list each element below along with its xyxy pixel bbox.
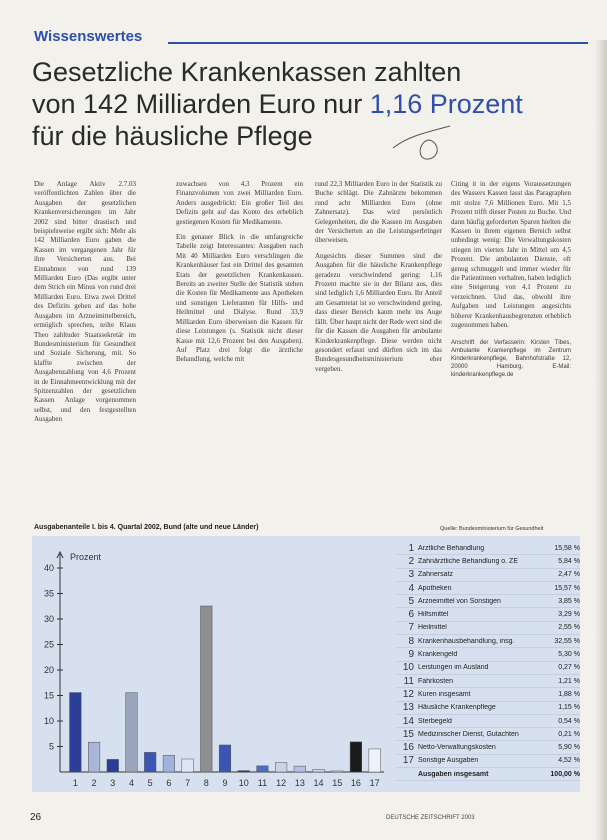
bar-10 (238, 771, 250, 772)
legend-number: 8 (408, 635, 414, 647)
page-edge-shadow (595, 40, 607, 840)
legend-row (396, 741, 580, 754)
legend-row (396, 595, 580, 608)
legend-value: 15,58 % (554, 544, 580, 552)
legend-total-value: 100,00 % (550, 770, 580, 778)
bar-1 (70, 693, 82, 772)
bar-15 (331, 771, 343, 772)
paragraph: Ein genauer Blick in die umfangreiche Tabelle zeigt Interessantes: Ausgaben nach Mit 40 Milliarden Euro verschlingen die Krankenhäuser fast ein Drittel des gesamten Etats der gesetzlichen Krankenkassen. Bereits an zweiter Stelle der Statistik stehen die Kosten für Medikamente aus Apotheken und sonstigen Lieferanten für Hilfs- und Heilmittel und Dialyse. Rund 33,9 Milliarden Euro überweisen die Kassen für diese Leistungen (s. Statistik nicht dieser Kasse mit 12,6 Prozent bei den Ausgaben). Auf Platz drei folgt die ärztliche Behandlung, welche mit (176, 233, 303, 364)
legend-value: 3,29 % (558, 611, 580, 619)
x-tick-label: 11 (257, 778, 268, 788)
x-tick-label: 6 (166, 778, 172, 788)
legend-value: 2,55 % (558, 624, 580, 632)
legend-label: Ärztliche Behandlung (418, 544, 485, 552)
y-tick-label: 25 (43, 639, 54, 650)
legend-label: Krankengeld (418, 651, 458, 659)
legend-row (396, 622, 580, 635)
legend-label: Netto-Verwaltungskosten (418, 744, 496, 752)
paragraph: Die Anlage Aktiv 2.7.03 veröffentlichten Zahlen über die Ausgaben der gesetzlichen Krankenversicherungen im Jahr 2002 sind bitter drastisch und beispielsweise ergibt sich: Mehr als 142 Milliarden Euro gaben die Kassen im vergangenen Jahr für ihre Versicherten aus. Bei Einnahmen von rund 139 Milliarden Euro (Das ergibt unter dem Strich ein Minus von rund drei Milliarden Euro. Etwa zwei Drittel des Defizits gehen auf das hohe Ausgaben im Arzneimittelbereich, ermöglich sprechen, teilte Klaus Theo zahltuder Staatssekretär im Bundesministerium für Gesundheit und Soziale Sicherung, mit. So klaffte zwischen der Ausgabenzahlung von 4,6 Prozent in de Einnahmeentwicklung mit der Spitzenzahlen der gesetzlichen Kassen Anlage vorgenommen selbst, und den festgestellten Ausgaben (34, 180, 136, 424)
bar-12 (275, 762, 287, 772)
x-tick-label: 7 (185, 778, 191, 788)
bar-3 (107, 759, 119, 772)
legend-number: 4 (408, 582, 414, 594)
x-tick-label: 1 (72, 778, 78, 788)
bar-16 (350, 742, 362, 772)
legend-value: 4,52 % (558, 757, 580, 765)
bar-6 (163, 755, 175, 772)
paragraph: zuwachsen von 4,3 Prozent ein Finanzvolumen von zwei Milliarden Euro. Anders ausgedrückt: Ein großer Teil des Defizits geht auf das Konto des erheblich gestiegenen Kosten für Medikamente. (176, 180, 303, 226)
legend-row (396, 635, 580, 648)
legend-label: Apotheken (418, 584, 452, 592)
section-title: Wissenswertes (34, 28, 143, 45)
y-tick-label: 30 (43, 614, 54, 624)
legend-number: 11 (403, 675, 414, 687)
chart-source: Quelle: Bundesministerium für Gesundheit (440, 526, 544, 532)
author-address: Anschrift der Verfasserin: Kirsten Tibes, Ambulante Krankenpflege im Zentrum Kinderkrankenpflege, Bahnhofstraße 12, 20000 Hamburg, E-Mail: kinderkrankenpflege.de (451, 339, 571, 378)
x-tick-label: 10 (238, 778, 249, 788)
bar-7 (182, 759, 194, 772)
legend-value: 15,57 % (554, 584, 580, 592)
legend-label: Heilmittel (418, 624, 447, 632)
legend-label: Fahrkosten (418, 677, 454, 685)
x-tick-label: 15 (332, 778, 343, 788)
legend-number: 16 (402, 742, 414, 754)
y-tick-label: 5 (48, 741, 54, 752)
x-tick-label: 3 (110, 778, 116, 788)
legend-value: 5,84 % (558, 557, 580, 565)
paragraph: Angesichts dieser Summen sind die Ausgaben für die häusliche Krankenpflege geradezu verschwindend gering: 1,16 Prozent machte sie in der Bilanz aus, dies sind lediglich 1,6 Milliarden Euro. Ihr Anteil am Gesamtetat ist so verschwindend gering, dass dieser Bereich kaum mehr ins Auge fällt. Über haupt nicht der Rede wert sind die für die Kassen die Ausgaben für ambulante Kinderkrankenpflege. Diese werden nicht gesondert erfasst und dürften sich im das Bundesgesundheitsministerium eher vergeben. (315, 251, 442, 373)
x-tick-label: 5 (147, 778, 153, 788)
legend-row (396, 608, 580, 621)
y-axis-label: Prozent (70, 552, 102, 562)
legend-label: Hilfsmittel (418, 611, 449, 619)
paragraph: rund 22,3 Milliarden Euro in der Statistik zu Buche schlägt. Die Zahnärzte bekommen rund acht Milliarden Euro (ohne Zahnersatz). Das wird persönlich Gelegenheiten, die die Kassen im Ausgaben der Versicherten an die Leistungserbringer überweisen. (315, 180, 442, 245)
legend-row (396, 542, 580, 555)
x-tick-label: 17 (369, 778, 380, 788)
bar-9 (219, 745, 231, 772)
legend-number: 15 (402, 728, 414, 740)
bar-layer (70, 606, 381, 788)
legend-label: Arzneimittel von Sonstigen (418, 597, 501, 605)
legend-number: 3 (408, 569, 414, 581)
chart-legend (396, 542, 580, 781)
legend-value: 0,21 % (558, 730, 580, 738)
legend-row (396, 702, 580, 715)
legend-number: 9 (408, 649, 414, 661)
legend-value: 3,85 % (558, 597, 580, 605)
x-tick-label: 16 (350, 778, 361, 788)
legend-number: 6 (408, 609, 414, 621)
legend-row (396, 755, 580, 768)
legend-label: Leistungen im Ausland (418, 664, 489, 672)
legend-number: 17 (402, 755, 414, 767)
legend-row (396, 675, 580, 688)
legend-number: 7 (408, 622, 414, 634)
legend-label: Krankenhausbehandlung, insg. (418, 637, 515, 645)
legend-row (396, 555, 580, 568)
legend-number: 1 (408, 542, 414, 554)
x-tick-label: 9 (222, 778, 228, 788)
legend-number: 10 (402, 662, 414, 674)
handwritten-mark (388, 118, 458, 168)
y-tick-label: 35 (43, 588, 54, 599)
legend-label: Sterbegeld (418, 717, 452, 725)
legend-value: 5,90 % (558, 744, 580, 752)
legend-row (396, 688, 580, 701)
legend-value: 5,30 % (558, 651, 580, 659)
legend-number: 14 (402, 715, 414, 727)
bar-17 (369, 749, 381, 772)
y-tick-label: 15 (43, 690, 54, 701)
headline-line-1: Gesetzliche Krankenkassen zahlten (32, 57, 462, 87)
bar-14 (313, 769, 325, 772)
legend-row (396, 582, 580, 595)
y-tick-label: 20 (43, 665, 54, 675)
legend-number: 2 (408, 555, 414, 567)
legend-value: 1,88 % (558, 690, 580, 698)
bar-5 (144, 752, 156, 772)
legend-row (396, 715, 580, 728)
legend-label: Medizinischer Dienst, Gutachten (418, 730, 519, 738)
article-column-3 (315, 180, 442, 380)
page-number: 26 (30, 812, 42, 823)
legend-label: Sonstige Ausgaben (418, 757, 479, 765)
legend-row (396, 662, 580, 675)
headline-line-2-text: von 142 Milliarden Euro nur (32, 89, 370, 119)
legend-label: Zahnärztliche Behandlung o. ZE (418, 557, 519, 565)
x-tick-label: 14 (313, 778, 324, 788)
article-column-4 (451, 180, 571, 379)
bar-13 (294, 766, 306, 772)
legend-value: 0,54 % (558, 717, 580, 725)
legend-row (396, 728, 580, 741)
bar-4 (126, 693, 138, 772)
article-column-2 (176, 180, 303, 371)
y-tick-label: 10 (43, 716, 54, 726)
headline-line-3: für die häusliche Pflege (32, 121, 313, 151)
legend-number: 12 (402, 688, 414, 700)
axis-layer (44, 552, 384, 772)
legend-value: 1,21 % (558, 677, 580, 685)
legend-number: 5 (408, 595, 414, 607)
legend-label: Kuren insgesamt (418, 690, 471, 698)
headline-line-2 (32, 88, 592, 120)
x-tick-label: 13 (294, 778, 305, 788)
section-rule (168, 42, 588, 44)
legend-value: 0,27 % (558, 664, 580, 672)
legend-number: 13 (402, 702, 414, 714)
legend-total-label: Ausgaben insgesamt (418, 770, 489, 778)
x-tick-label: 4 (128, 778, 134, 788)
legend-value: 2,47 % (558, 571, 580, 579)
bar-8 (200, 606, 212, 772)
legend-value: 1,15 % (558, 704, 580, 712)
chart-caption: Ausgabenanteile I. bis 4. Quartal 2002, Bund (alte und neue Länder) (34, 524, 259, 531)
legend-row (396, 569, 580, 582)
legend-total-row (396, 768, 580, 781)
bar-11 (257, 766, 269, 772)
article-column-1 (34, 180, 136, 431)
legend-label: Zahnersatz (418, 571, 454, 579)
headline-highlight: 1,16 Prozent (369, 89, 523, 119)
y-tick-label: 40 (43, 563, 54, 573)
x-tick-label: 8 (203, 778, 209, 788)
legend-row (396, 648, 580, 661)
legend-value: 32,55 % (554, 637, 580, 645)
bar-2 (88, 742, 100, 772)
bar-chart (38, 540, 388, 790)
x-tick-label: 2 (91, 778, 97, 788)
paragraph: Citing it in der eigens Voraussetzungen des Wassers Kassen lasst das Paragraphen mit stolze 7,6 Millionen Euro. Mit 1,5 Prozent trifft dieser Posten zu Buche. Und dann häufig geforderten Sparen hielten die Kassen in ihrem eigenen Bereich selbst unbedingt wenig: Die Verwaltungskosten stiegen im vierten Jahr in Mittel um 4,5 Prozent. Die ambulanten Dienste, oft genug schmuggelt und immer wieder für die Patientinnen verhalten, haben lediglich eine Steigerung von 4,1 Prozent zu verzeichnen. Und das, obwohl ihre Aufgaben und Leistungen angesichts höherer Krankenhausbegrenzten erheblich zugenommen haben. (451, 180, 571, 330)
headline (32, 56, 592, 152)
legend-label: Häusliche Krankenpflege (418, 704, 496, 712)
x-tick-label: 12 (276, 778, 287, 788)
journal-footer: DEUTSCHE ZEITSCHRIFT 2003 (386, 815, 475, 821)
